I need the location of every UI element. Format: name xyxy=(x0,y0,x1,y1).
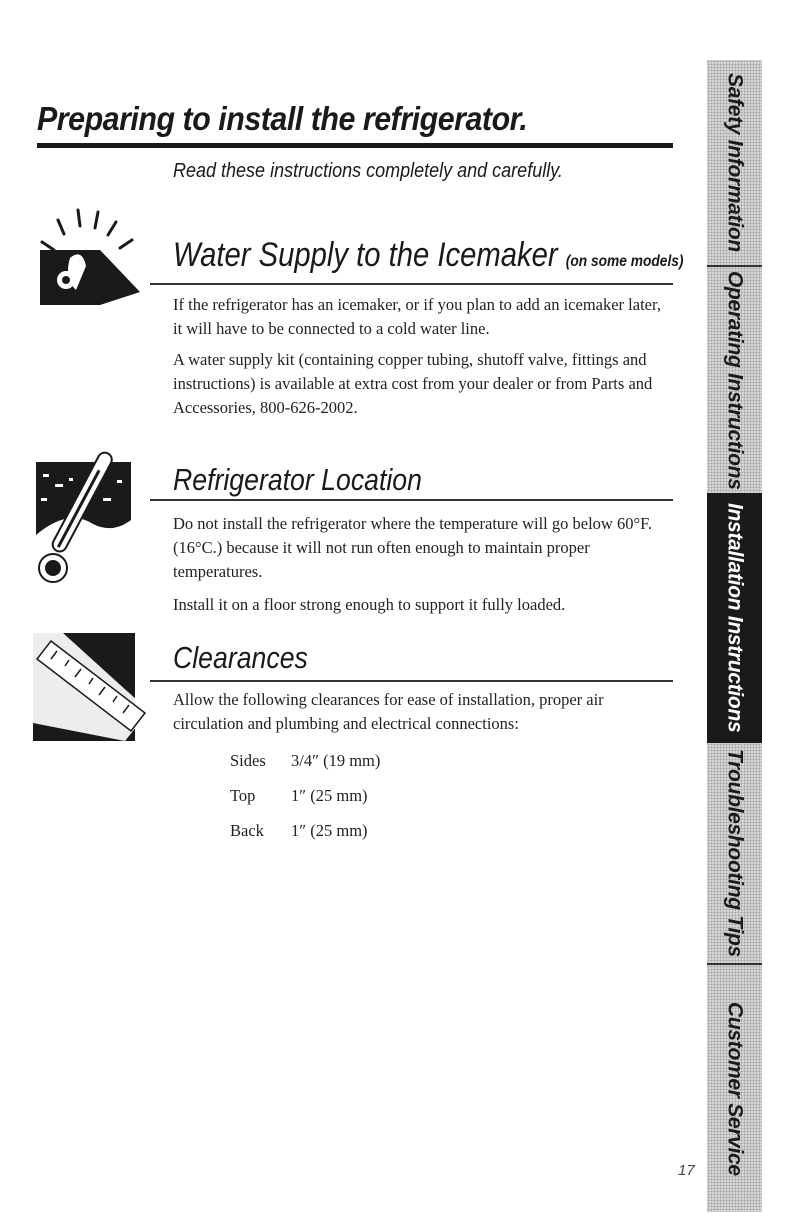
clearances-table xyxy=(230,751,380,856)
section-heading-water-supply xyxy=(173,236,684,275)
page-subtitle: Read these instructions completely and carefully. xyxy=(173,160,563,182)
section-heading-text: Water Supply to the Icemaker xyxy=(173,236,558,274)
paragraph: Allow the following clearances for ease of installation, proper air circulation and plumbing and electrical connections: xyxy=(173,690,604,733)
tab-customer-service[interactable] xyxy=(707,965,762,1212)
tab-label: Troubleshooting Tips xyxy=(723,749,747,957)
paragraph: Install it on a floor strong enough to support it fully loaded. xyxy=(173,595,566,614)
tab-installation-instructions[interactable] xyxy=(707,493,762,743)
paragraph: Do not install the refrigerator where the temperature will go below 60°F. (16°C.) because it will not run often enough to maintain proper temperatures. xyxy=(173,514,653,581)
section-heading-text: Clearances xyxy=(173,640,308,675)
table-row xyxy=(230,821,380,856)
section-heading-note: (on some models) xyxy=(565,253,684,270)
table-row xyxy=(230,786,380,821)
clearance-value: 1″ (25 mm) xyxy=(291,786,368,805)
clearance-label: Back xyxy=(230,821,264,840)
tab-label: Safety Information xyxy=(723,73,747,252)
section-rule xyxy=(150,283,673,285)
paragraph: If the refrigerator has an icemaker, or if you plan to add an icemaker later, it will have to be connected to a cold water line. xyxy=(173,295,661,338)
section-heading-refrigerator-location xyxy=(173,462,422,498)
tab-safety-information[interactable] xyxy=(707,60,762,265)
water-faucet-icon xyxy=(20,200,148,310)
paragraph: A water supply kit (containing copper tubing, shutoff valve, fittings and instructions) is available at extra cost from your dealer or from Parts and Accessories, 800-626-2002. xyxy=(173,350,653,417)
clearance-label: Top xyxy=(230,786,256,805)
tab-operating-instructions[interactable] xyxy=(707,267,762,493)
page-number: 17 xyxy=(678,1162,695,1179)
clearance-label: Sides xyxy=(230,751,266,770)
table-row xyxy=(230,751,380,786)
section-heading-text: Refrigerator Location xyxy=(173,462,422,497)
tab-troubleshooting-tips[interactable] xyxy=(707,743,762,963)
title-rule xyxy=(37,143,673,148)
section-rule xyxy=(150,499,673,501)
section-rule xyxy=(150,680,673,682)
tab-label: Customer Service xyxy=(723,1001,747,1176)
tab-label: Installation Instructions xyxy=(723,503,747,733)
clearance-value: 3/4″ (19 mm) xyxy=(291,751,381,770)
tab-label: Operating Instructions xyxy=(723,270,747,490)
ruler-icon xyxy=(33,633,151,743)
page-title: Preparing to install the refrigerator. xyxy=(37,100,528,137)
clearance-value: 1″ (25 mm) xyxy=(291,821,368,840)
section-heading-clearances xyxy=(173,640,308,676)
sidebar-tabs xyxy=(707,60,762,1212)
thermometer-icon xyxy=(33,440,135,590)
